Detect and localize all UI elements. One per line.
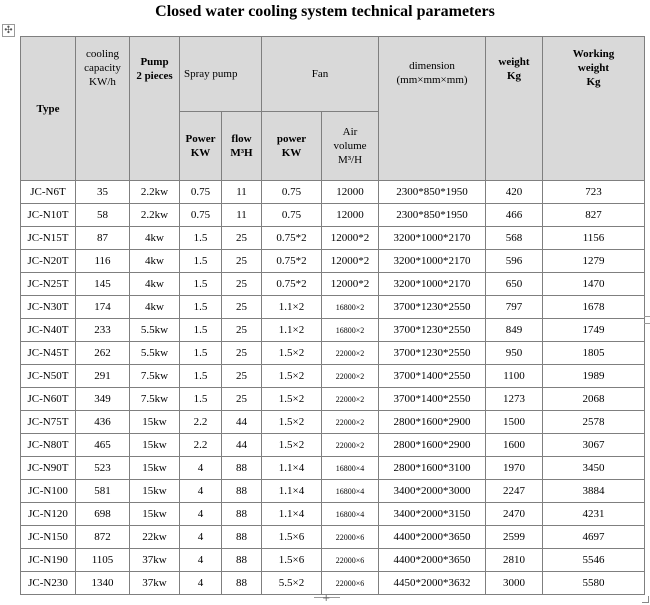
header-spray-pump: Spray pump: [180, 37, 262, 112]
cell-cooling-capacity: 349: [76, 388, 130, 411]
header-spray-flow: flow M³H: [222, 112, 262, 181]
cell-type: JC-N50T: [21, 365, 76, 388]
table-row: [21, 342, 645, 365]
table-row: [21, 181, 645, 204]
cell-pump: 15kw: [130, 503, 180, 526]
cell-spray-power: 0.75: [180, 204, 222, 227]
cell-working-weight: 1805: [543, 342, 645, 365]
cell-spray-power: 1.5: [180, 273, 222, 296]
cell-fan-power: 5.5×2: [262, 572, 322, 595]
table-row: [21, 388, 645, 411]
cell-fan-air-volume: 12000: [322, 204, 379, 227]
cell-spray-flow: 88: [222, 572, 262, 595]
cell-weight: 1600: [486, 434, 543, 457]
cell-spray-power: 2.2: [180, 411, 222, 434]
cell-working-weight: 3067: [543, 434, 645, 457]
cell-fan-air-volume: 22000×2: [322, 342, 379, 365]
cell-fan-power: 1.1×4: [262, 480, 322, 503]
cell-cooling-capacity: 233: [76, 319, 130, 342]
cell-spray-flow: 88: [222, 526, 262, 549]
cell-dimension: 4400*2000*3650: [379, 526, 486, 549]
cell-pump: 22kw: [130, 526, 180, 549]
table-row: [21, 365, 645, 388]
cell-dimension: 3200*1000*2170: [379, 250, 486, 273]
cell-spray-flow: 25: [222, 296, 262, 319]
cell-working-weight: 1749: [543, 319, 645, 342]
parameters-table: [20, 36, 645, 595]
cell-spray-power: 0.75: [180, 181, 222, 204]
cell-working-weight: 1470: [543, 273, 645, 296]
header-dimension: dimension (mm×mm×mm): [379, 37, 486, 181]
cell-weight: 849: [486, 319, 543, 342]
cell-fan-power: 1.5×6: [262, 526, 322, 549]
cell-dimension: 3700*1230*2550: [379, 319, 486, 342]
table-row: [21, 434, 645, 457]
cell-pump: 37kw: [130, 572, 180, 595]
cell-pump: 4kw: [130, 250, 180, 273]
table-row: [21, 480, 645, 503]
cell-spray-flow: 88: [222, 457, 262, 480]
cell-weight: 2247: [486, 480, 543, 503]
cell-fan-air-volume: 22000×6: [322, 549, 379, 572]
cell-working-weight: 2068: [543, 388, 645, 411]
cell-cooling-capacity: 698: [76, 503, 130, 526]
cell-working-weight: 5580: [543, 572, 645, 595]
cell-cooling-capacity: 262: [76, 342, 130, 365]
cell-pump: 7.5kw: [130, 365, 180, 388]
header-weight: weight Kg: [486, 37, 543, 181]
cell-cooling-capacity: 436: [76, 411, 130, 434]
cell-working-weight: 1678: [543, 296, 645, 319]
cell-dimension: 3700*1230*2550: [379, 342, 486, 365]
cell-weight: 1970: [486, 457, 543, 480]
table-row: [21, 526, 645, 549]
cell-fan-air-volume: 22000×6: [322, 572, 379, 595]
cell-cooling-capacity: 87: [76, 227, 130, 250]
cell-spray-flow: 25: [222, 250, 262, 273]
cell-dimension: 3200*1000*2170: [379, 273, 486, 296]
cell-type: JC-N6T: [21, 181, 76, 204]
cell-type: JC-N45T: [21, 342, 76, 365]
cell-spray-power: 4: [180, 480, 222, 503]
cell-cooling-capacity: 174: [76, 296, 130, 319]
cell-type: JC-N30T: [21, 296, 76, 319]
cell-type: JC-N190: [21, 549, 76, 572]
cell-fan-air-volume: 22000×2: [322, 365, 379, 388]
cell-spray-flow: 25: [222, 365, 262, 388]
cell-working-weight: 2578: [543, 411, 645, 434]
table-row: [21, 411, 645, 434]
cell-cooling-capacity: 291: [76, 365, 130, 388]
cell-fan-power: 1.1×4: [262, 503, 322, 526]
cell-pump: 15kw: [130, 457, 180, 480]
cell-weight: 2470: [486, 503, 543, 526]
cell-working-weight: 4231: [543, 503, 645, 526]
cell-fan-air-volume: 12000*2: [322, 227, 379, 250]
cell-spray-power: 2.2: [180, 434, 222, 457]
cell-spray-flow: 88: [222, 549, 262, 572]
header-fan-air-volume: Air volume M³/H: [322, 112, 379, 181]
cell-spray-power: 1.5: [180, 227, 222, 250]
cell-type: JC-N90T: [21, 457, 76, 480]
table-row: [21, 549, 645, 572]
cell-spray-flow: 11: [222, 181, 262, 204]
cell-pump: 4kw: [130, 227, 180, 250]
cell-pump: 15kw: [130, 411, 180, 434]
cell-weight: 650: [486, 273, 543, 296]
table-row: [21, 572, 645, 595]
cell-type: JC-N60T: [21, 388, 76, 411]
cell-type: JC-N10T: [21, 204, 76, 227]
cell-cooling-capacity: 1105: [76, 549, 130, 572]
table-row: [21, 227, 645, 250]
table-row: [21, 204, 645, 227]
cell-spray-flow: 88: [222, 480, 262, 503]
cell-weight: 950: [486, 342, 543, 365]
header-fan-power: power KW: [262, 112, 322, 181]
cell-pump: 15kw: [130, 434, 180, 457]
cell-cooling-capacity: 523: [76, 457, 130, 480]
cell-working-weight: 827: [543, 204, 645, 227]
cell-weight: 1100: [486, 365, 543, 388]
cell-working-weight: 1989: [543, 365, 645, 388]
cell-working-weight: 1279: [543, 250, 645, 273]
cell-fan-power: 0.75*2: [262, 227, 322, 250]
cell-dimension: 4400*2000*3650: [379, 549, 486, 572]
header-fan: Fan: [262, 37, 379, 112]
cell-cooling-capacity: 465: [76, 434, 130, 457]
cell-type: JC-N80T: [21, 434, 76, 457]
cell-spray-power: 1.5: [180, 296, 222, 319]
cell-pump: 2.2kw: [130, 204, 180, 227]
table-resize-handle-icon[interactable]: [642, 596, 649, 603]
cell-spray-power: 1.5: [180, 319, 222, 342]
cell-type: JC-N230: [21, 572, 76, 595]
cell-dimension: 3700*1400*2550: [379, 388, 486, 411]
cell-spray-flow: 25: [222, 319, 262, 342]
cell-spray-flow: 11: [222, 204, 262, 227]
cell-spray-power: 4: [180, 549, 222, 572]
cell-fan-power: 1.5×2: [262, 342, 322, 365]
cell-cooling-capacity: 872: [76, 526, 130, 549]
cell-type: JC-N150: [21, 526, 76, 549]
cell-spray-power: 1.5: [180, 365, 222, 388]
table-row: [21, 250, 645, 273]
cell-working-weight: 1156: [543, 227, 645, 250]
cell-dimension: 2800*1600*2900: [379, 411, 486, 434]
right-edge-marker: [644, 316, 650, 317]
cell-pump: 5.5kw: [130, 319, 180, 342]
cell-spray-flow: 25: [222, 227, 262, 250]
cell-spray-flow: 25: [222, 273, 262, 296]
cell-fan-air-volume: 22000×2: [322, 411, 379, 434]
cell-dimension: 4450*2000*3632: [379, 572, 486, 595]
header-type: Type: [21, 37, 76, 181]
cell-type: JC-N40T: [21, 319, 76, 342]
cell-fan-power: 0.75*2: [262, 273, 322, 296]
cell-weight: 466: [486, 204, 543, 227]
cell-fan-air-volume: 22000×6: [322, 526, 379, 549]
cell-pump: 2.2kw: [130, 181, 180, 204]
cell-weight: 797: [486, 296, 543, 319]
cell-dimension: 2300*850*1950: [379, 181, 486, 204]
cell-spray-power: 4: [180, 526, 222, 549]
cell-spray-flow: 44: [222, 411, 262, 434]
cell-spray-power: 1.5: [180, 342, 222, 365]
cell-fan-air-volume: 22000×2: [322, 434, 379, 457]
cell-fan-power: 1.1×2: [262, 319, 322, 342]
cell-pump: 4kw: [130, 273, 180, 296]
table-row: [21, 319, 645, 342]
cell-type: JC-N20T: [21, 250, 76, 273]
cell-fan-power: 0.75: [262, 181, 322, 204]
cell-pump: 7.5kw: [130, 388, 180, 411]
cell-working-weight: 5546: [543, 549, 645, 572]
cell-fan-power: 1.1×4: [262, 457, 322, 480]
cell-fan-power: 0.75: [262, 204, 322, 227]
cell-weight: 1500: [486, 411, 543, 434]
cell-dimension: 3400*2000*3000: [379, 480, 486, 503]
cell-fan-power: 1.5×2: [262, 434, 322, 457]
header-spray-power: Power KW: [180, 112, 222, 181]
cell-pump: 15kw: [130, 480, 180, 503]
cell-working-weight: 3450: [543, 457, 645, 480]
cell-fan-power: 0.75*2: [262, 250, 322, 273]
cell-fan-air-volume: 12000*2: [322, 250, 379, 273]
cell-dimension: 2800*1600*2900: [379, 434, 486, 457]
cell-weight: 2810: [486, 549, 543, 572]
cell-cooling-capacity: 35: [76, 181, 130, 204]
cell-pump: 5.5kw: [130, 342, 180, 365]
page-title: Closed water cooling system technical parameters: [155, 3, 495, 20]
header-pump: Pump 2 pieces: [130, 37, 180, 181]
cell-dimension: 3200*1000*2170: [379, 227, 486, 250]
cell-spray-power: 4: [180, 572, 222, 595]
cell-dimension: 3700*1400*2550: [379, 365, 486, 388]
table-row: [21, 503, 645, 526]
cell-type: JC-N120: [21, 503, 76, 526]
table-row: [21, 296, 645, 319]
cell-cooling-capacity: 581: [76, 480, 130, 503]
cell-fan-air-volume: 12000: [322, 181, 379, 204]
cell-weight: 596: [486, 250, 543, 273]
cell-fan-power: 1.5×2: [262, 365, 322, 388]
cell-dimension: 3400*2000*3150: [379, 503, 486, 526]
table-row: [21, 273, 645, 296]
cell-fan-air-volume: 16800×4: [322, 457, 379, 480]
cell-fan-power: 1.5×2: [262, 388, 322, 411]
cell-dimension: 2300*850*1950: [379, 204, 486, 227]
cell-spray-flow: 44: [222, 434, 262, 457]
cell-weight: 568: [486, 227, 543, 250]
cell-weight: 2599: [486, 526, 543, 549]
cell-weight: 420: [486, 181, 543, 204]
cell-cooling-capacity: 1340: [76, 572, 130, 595]
cell-working-weight: 3884: [543, 480, 645, 503]
add-row-icon[interactable]: +: [322, 593, 331, 604]
cell-dimension: 3700*1230*2550: [379, 296, 486, 319]
cell-dimension: 2800*1600*3100: [379, 457, 486, 480]
cell-fan-air-volume: 16800×2: [322, 296, 379, 319]
cell-fan-power: 1.5×6: [262, 549, 322, 572]
header-working-weight: Working weight Kg: [543, 37, 645, 181]
cell-fan-power: 1.1×2: [262, 296, 322, 319]
table-body: [21, 181, 645, 595]
cell-type: JC-N15T: [21, 227, 76, 250]
cell-spray-flow: 88: [222, 503, 262, 526]
cell-cooling-capacity: 145: [76, 273, 130, 296]
cell-spray-flow: 25: [222, 388, 262, 411]
cell-spray-power: 4: [180, 457, 222, 480]
cell-fan-air-volume: 16800×4: [322, 480, 379, 503]
cell-spray-power: 4: [180, 503, 222, 526]
table-move-handle-icon[interactable]: ✣: [2, 24, 15, 37]
cell-spray-power: 1.5: [180, 250, 222, 273]
cell-spray-flow: 25: [222, 342, 262, 365]
cell-pump: 4kw: [130, 296, 180, 319]
cell-pump: 37kw: [130, 549, 180, 572]
cell-working-weight: 723: [543, 181, 645, 204]
table-row: [21, 457, 645, 480]
right-edge-marker: [644, 323, 650, 324]
cell-type: JC-N25T: [21, 273, 76, 296]
cell-fan-air-volume: 16800×2: [322, 319, 379, 342]
cell-cooling-capacity: 116: [76, 250, 130, 273]
cell-fan-air-volume: 12000*2: [322, 273, 379, 296]
cell-fan-air-volume: 22000×2: [322, 388, 379, 411]
cell-type: JC-N75T: [21, 411, 76, 434]
cell-fan-air-volume: 16800×4: [322, 503, 379, 526]
cell-working-weight: 4697: [543, 526, 645, 549]
cell-weight: 3000: [486, 572, 543, 595]
cell-type: JC-N100: [21, 480, 76, 503]
header-cooling-capacity: cooling capacity KW/h: [76, 37, 130, 181]
cell-spray-power: 1.5: [180, 388, 222, 411]
cell-cooling-capacity: 58: [76, 204, 130, 227]
cell-weight: 1273: [486, 388, 543, 411]
cell-fan-power: 1.5×2: [262, 411, 322, 434]
